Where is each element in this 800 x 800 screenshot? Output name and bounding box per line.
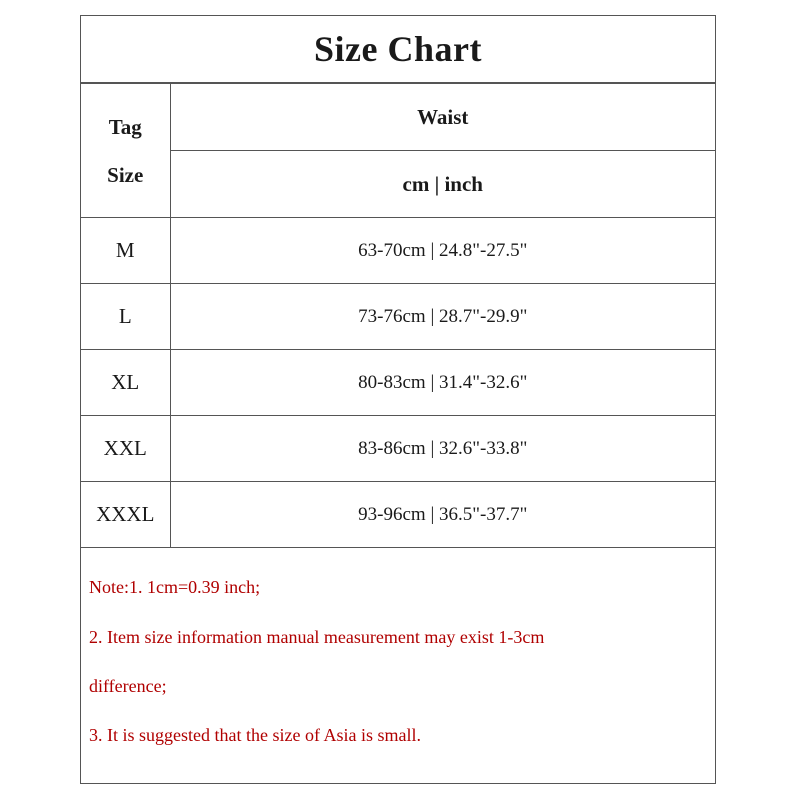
- table-row: [81, 416, 715, 482]
- size-cell: XXL: [81, 416, 170, 482]
- notes-section: [81, 562, 715, 760]
- table-row: [81, 482, 715, 548]
- title-row: [81, 16, 715, 83]
- chart-title: Size Chart: [314, 29, 482, 69]
- table-row: [81, 218, 715, 284]
- tag-header-line1: Tag: [108, 114, 142, 139]
- waist-cell: 83-86cm | 32.6"-33.8": [170, 416, 715, 482]
- note-line: difference;: [89, 676, 167, 696]
- tag-header-line2: Size: [107, 162, 144, 187]
- waist-cell: 63-70cm | 24.8"-27.5": [170, 218, 715, 284]
- waist-cell: 73-76cm | 28.7"-29.9": [170, 284, 715, 350]
- size-cell: L: [81, 284, 170, 350]
- size-chart: [80, 15, 716, 784]
- size-cell: M: [81, 218, 170, 284]
- note-line: 3. It is suggested that the size of Asia is small.: [89, 725, 421, 745]
- tag-size-header: [81, 84, 170, 218]
- table-row: [81, 284, 715, 350]
- waist-cell: 80-83cm | 31.4"-32.6": [170, 350, 715, 416]
- note-line: 2. Item size information manual measurement may exist 1-3cm: [89, 627, 545, 647]
- units-header: cm | inch: [170, 151, 715, 218]
- waist-header: Waist: [170, 84, 715, 151]
- waist-cell: 93-96cm | 36.5"-37.7": [170, 482, 715, 548]
- table-row: [81, 350, 715, 416]
- size-table: [81, 83, 715, 548]
- size-cell: XXXL: [81, 482, 170, 548]
- size-cell: XL: [81, 350, 170, 416]
- note-line: Note:1. 1cm=0.39 inch;: [89, 577, 261, 597]
